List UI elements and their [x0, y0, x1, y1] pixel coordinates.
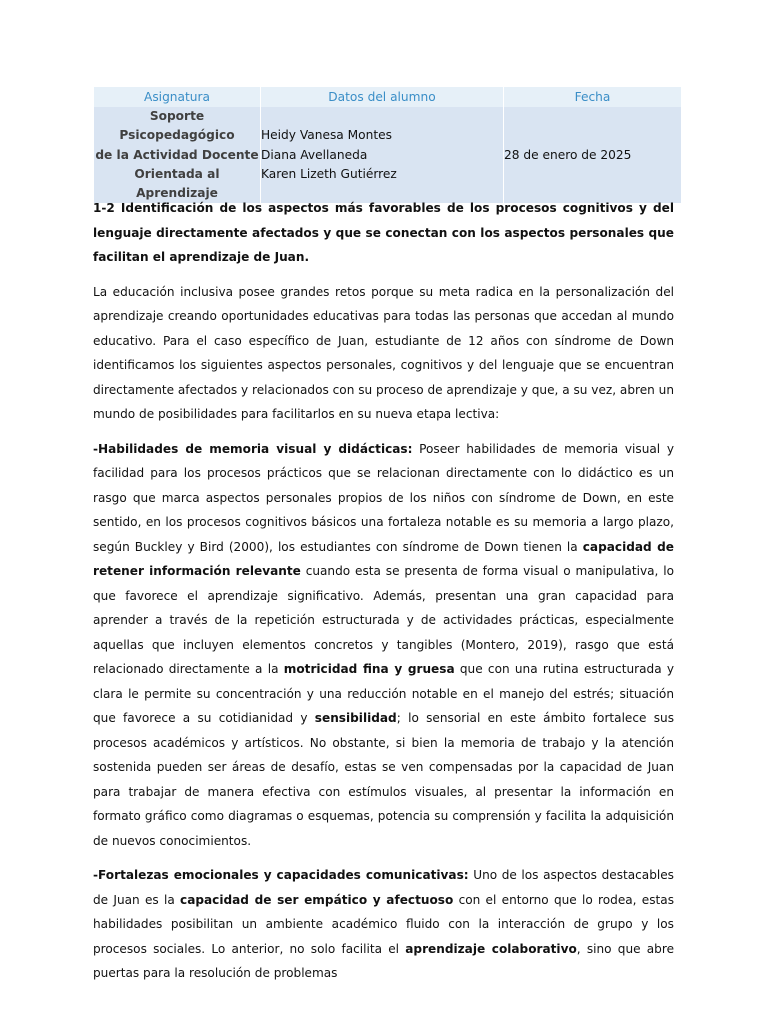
paragraph-text: que con una rutina estructurada y clara le permite su concentración y una reducción notable en el manejo del estrés; situación que favorece a su cotidianidad y: [93, 662, 675, 725]
date-cell: 28 de enero de 2025: [504, 107, 682, 203]
emphasis-text: sensibilidad: [314, 711, 397, 725]
intro-paragraph: La educación inclusiva posee grandes retos porque su meta radica en la personalización del aprendizaje creando oportunidades educativas para todas las personas que accedan al mundo educativo. Para el caso específico de Juan, estudiante de 12 años con síndrome de Down identificamos los siguientes aspectos personales, cognitivos y del lenguaje que se encuentran directamente afectados y relacionados con su proceso de aprendizaje y que, a su vez, abren un mundo de posibilidades para facilitarlos en su nueva etapa lectiva:: [93, 284, 674, 421]
paragraph-text: cuando esta se presenta de forma visual o manipulativa, lo que favorece el aprendizaje significativo. Además, presentan una gran capacidad para aprender a través de la repetición estructurada y de actividades prácticas, especialmente aquellas que incluyen elementos concretos y tangibles (Montero, 2019), rasgo que está relacionado directamente a la: [93, 564, 674, 676]
subject-line: de la Actividad Docente: [95, 147, 259, 162]
column-header-subject: Asignatura: [94, 87, 261, 107]
paragraph-lead: -Fortalezas emocionales y capacidades comunicativas:: [93, 868, 469, 882]
column-header-date: Fecha: [504, 87, 682, 107]
paragraph-text: Uno de los aspectos destacables de Juan es la: [93, 868, 674, 907]
subject-line: Soporte Psicopedagógico: [119, 109, 235, 143]
student-name: Karen Lizeth Gutiérrez: [261, 166, 397, 181]
subject-cell: [94, 107, 261, 203]
emphasis-text: motricidad fina y gruesa: [283, 662, 455, 676]
student-name: Diana Avellaneda: [261, 147, 368, 162]
emphasis-text: capacidad de ser empático y afectuoso: [180, 892, 454, 907]
paragraph-emotional: [93, 863, 674, 986]
section-heading: 1-2 Identificación de los aspectos más favorables de los procesos cognitivos y del lenguaje directamente afectados y que se conectan con los aspectos personales que facilitan el aprendizaje de Juan.: [93, 201, 674, 264]
student-name: Heidy Vanesa Montes: [261, 128, 392, 143]
subject-line: Orientada al Aprendizaje: [134, 166, 220, 201]
paragraph-text: con el entorno que lo rodea, estas habilidades posibilitan un ambiente académico fluido con la interacción de grupo y los procesos sociales. Lo anterior, no solo facilita el: [93, 892, 674, 956]
column-header-student: Datos del alumno: [261, 87, 504, 107]
paragraph-memory: [93, 437, 674, 854]
paragraph-text: ; lo sensorial en este ámbito fortalece sus procesos académicos y artísticos. No obstante, si bien la memoria de trabajo y la atención sostenida pueden ser áreas de desafío, estas se ven compensadas por la capacidad de Juan para trabajar de manera efectiva con estímulos visuales, al presentar la información en formato gráfico como diagramas o esquemas, potencia su comprensión y facilita la adquisición de nuevos conocimientos.: [93, 711, 675, 848]
paragraph-lead: -Habilidades de memoria visual y didácticas:: [93, 441, 413, 456]
document-body: [93, 196, 674, 996]
student-cell: [261, 107, 504, 203]
header-row: [94, 87, 681, 107]
data-row: [94, 107, 681, 203]
header-table: [94, 87, 681, 203]
paragraph-text: Poseer habilidades de memoria visual y facilidad para los procesos prácticos que se relacionan directamente con lo didáctico es un rasgo que marca aspectos personales propios de los niños con síndrome de Down, en este sentido, en los procesos cognitivos básicos una fortaleza notable es su memoria a largo plazo, según Buckley y Bird (2000), los estudiantes con síndrome de Down tienen la: [93, 441, 674, 554]
paragraph-text: , sino que abre puertas para la resolución de problemas: [93, 941, 675, 980]
emphasis-text: aprendizaje colaborativo: [405, 941, 577, 956]
emphasis-text: capacidad de retener información relevante: [93, 539, 674, 578]
